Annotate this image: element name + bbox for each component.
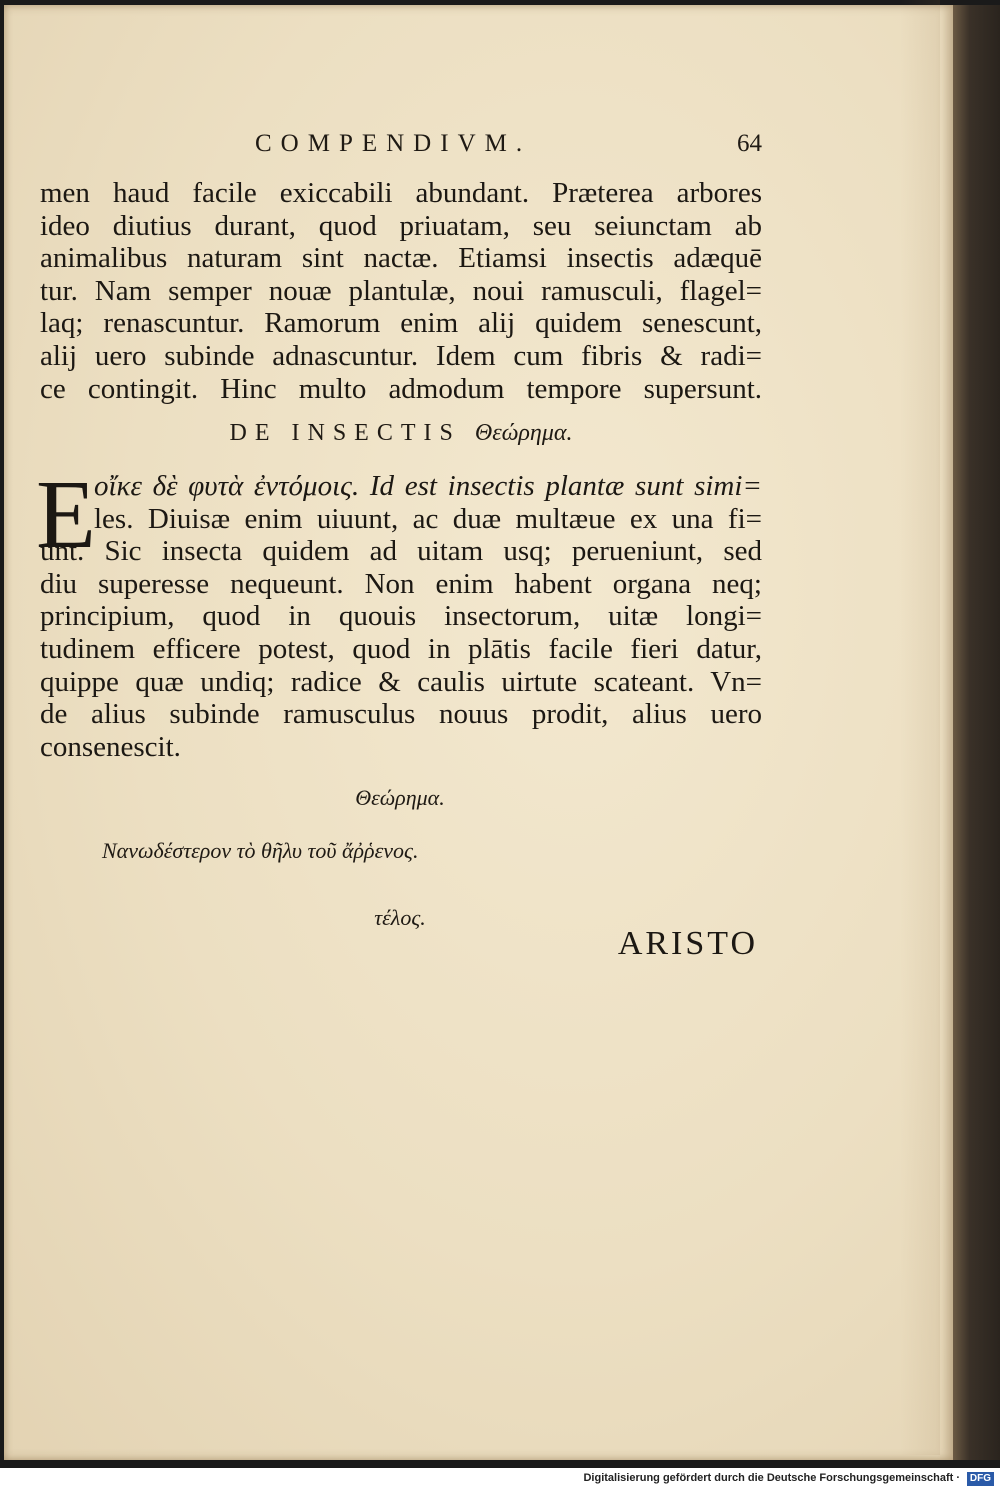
theorem-text: Νανωδέστερον τὸ θῆλυ τοῦ ἄῤῥενος. [102,838,419,863]
paragraph-1 [40,177,762,405]
page-header [40,130,762,164]
finis-mark: τέλος. [374,905,426,930]
text-line: tudinem efficere potest, quod in plātis facile fieri datur, [40,632,762,665]
text-line: les. Diuisæ enim uiuunt, ac duæ multæue ex una fi= [94,502,762,535]
text-line: diu superesse nequeunt. Non enim habent organa neq; [40,567,762,600]
section-heading-greek: Θεώρημα. [474,420,573,446]
section-heading [40,420,762,447]
text-line: ideo diutius durant, quod priuatam, seu seiunctam ab [40,209,762,242]
page-number: 64 [737,130,762,157]
dfg-logo-icon: DFG [967,1472,994,1486]
catchword: ARISTO [617,925,758,962]
text-line: consenescit. [40,730,181,763]
footer-bar [0,1470,1000,1489]
text-line: unt. Sic insecta quidem ad uitam usq; perueniunt, sed [40,535,762,568]
text-line: men haud facile exiccabili abundant. Præterea arbores [40,177,762,209]
text-line: οἴκε δὲ φυτὰ ἐντόμοις. Id est insectis plantæ sunt simi= [94,470,762,502]
page-edge-shadow [900,0,940,1455]
drop-cap: E [36,461,96,569]
running-title: COMPENDIVM. [255,130,532,157]
paragraph-2 [40,470,762,763]
text-line: laq; renascuntur. Ramorum enim alij quidem senescunt, [40,307,762,340]
theorem-label: Θεώρημα. [355,785,445,810]
text-line: de alius subinde ramusculus nouus prodit, alius uero [40,698,762,731]
text-line: ce contingit. Hinc multo admodum tempore supersunt. [40,372,762,405]
text-line: principium, quod in quouis insectorum, uitæ longi= [40,600,762,633]
section-heading-latin: DE INSECTIS [229,420,461,446]
text-line: quippe quæ undiq; radice & caulis uirtute scateant. Vn= [40,665,762,698]
text-line: animalibus naturam sint nactæ. Etiamsi insectis adæquē [40,242,762,275]
book-spine [953,5,1000,1460]
text-line: alij uero subinde adnascuntur. Idem cum fibris & radi= [40,339,762,372]
text-line: tur. Nam semper nouæ plantulæ, noui ramusculi, flagel= [40,274,762,307]
footer-credit: Digitalisierung gefördert durch die Deutsche Forschungsgemeinschaft · [583,1472,960,1484]
